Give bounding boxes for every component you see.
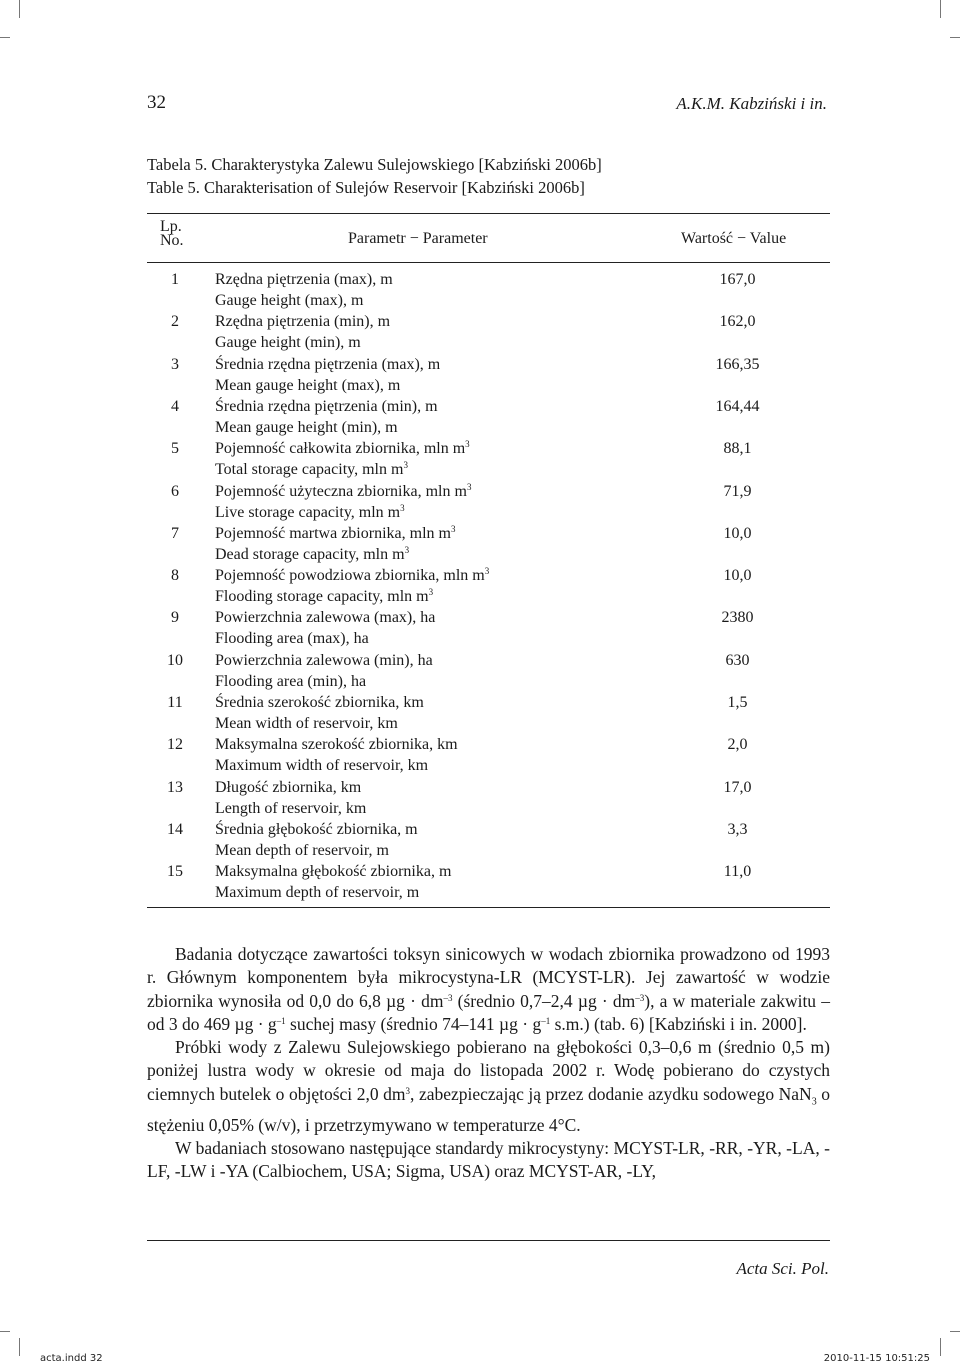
- table-bottom-rule: [147, 907, 830, 908]
- parameter-value: 3,3: [727, 820, 748, 838]
- parameter-value: 10,0: [723, 567, 752, 585]
- table-caption-en: Table 5. Charakterisation of Sulejów Reservoir [Kabziński 2006b]: [147, 178, 585, 197]
- parameter-en: Maximum width of reservoir, km: [215, 757, 429, 775]
- parameter-value: 11,0: [723, 863, 752, 881]
- table-caption-pl: Tabela 5. Charakterystyka Zalewu Sulejowskiego [Kabziński 2006b]: [147, 155, 602, 174]
- row-number: 12: [167, 736, 183, 754]
- parameter-value: 2,0: [727, 736, 748, 754]
- slug-filename: acta.indd 32: [40, 1353, 103, 1364]
- column-header-no-pl: Lp.: [160, 218, 182, 235]
- parameter-value: 167,0: [719, 271, 756, 288]
- parameter-en: Dead storage capacity, mln $m^3$: [215, 544, 410, 563]
- parameter-en: Mean width of reservoir, km: [215, 715, 398, 732]
- parameter-en: Live storage capacity, mln $m^3$: [215, 502, 405, 521]
- parameter-pl: Pojemność całkowita zbiornika, mln $m^3$: [215, 439, 470, 458]
- parameter-en: Gauge height (min), m: [215, 334, 361, 352]
- parameter-value: 164,44: [715, 397, 760, 415]
- parameter-value: 88,1: [723, 440, 752, 458]
- row-number: 1: [171, 271, 179, 288]
- row-number: 9: [171, 609, 179, 627]
- paragraph-toxins: Badania dotyczące zawartości toksyn sinicowych w wodach zbiornika prowadzono od 1993 r. Głównym komponentem była mikrocystyna-LR (MCYST-LR). Jej zawartość w wodzie zbiornika wynosiła od 0,0 do 6,8 $\mu g \cdot dm^{-3}$ (średnio 0,7–2,4 $\mu g \cdot dm^{-3}$), a w materiale zakwitu –od 3 do 469 $\mu g \cdot g^{-1}$ suchej masy (średnio 74–141 $\mu g \cdot g^{-1}$ s.m.) (tab. 6) [Kabziński i in. 2000].: [147, 944, 830, 1034]
- column-header-value: Wartość − Value: [681, 230, 787, 247]
- parameter-pl: Powierzchnia zalewowa (max), ha: [215, 609, 436, 627]
- parameter-pl: Pojemność martwa zbiornika, mln $m^3$: [215, 523, 456, 542]
- parameter-pl: Maksymalna głębokość zbiornika, m: [215, 863, 452, 881]
- parameter-en: Flooding area (max), ha: [215, 630, 369, 648]
- parameter-en: Flooding storage capacity, mln $m^3$: [215, 587, 434, 606]
- parameter-en: Gauge height (max), m: [215, 292, 364, 309]
- parameter-pl: Powierzchnia zalewowa (min), ha: [215, 651, 433, 669]
- running-header-authors: A.K.M. Kabziński i in.: [676, 94, 827, 113]
- crop-mark: [940, 1338, 941, 1356]
- slug-timestamp: 2010-11-15 10:51:25: [823, 1353, 930, 1364]
- footer-rule: [147, 1240, 830, 1241]
- row-number: 6: [171, 482, 179, 500]
- parameter-pl: Maksymalna szerokość zbiornika, km: [215, 736, 458, 754]
- parameter-en: Mean gauge height (min), m: [215, 418, 398, 436]
- row-number: 5: [171, 440, 179, 458]
- parameter-value: 71,9: [723, 482, 752, 500]
- parameter-en: Maximum depth of reservoir, m: [215, 884, 420, 902]
- crop-mark: [950, 1331, 960, 1332]
- crop-mark: [19, 1338, 20, 1356]
- crop-mark: [0, 37, 10, 38]
- journal-name: Acta Sci. Pol.: [736, 1259, 829, 1278]
- row-number: 14: [167, 820, 183, 838]
- parameter-value: 162,0: [719, 313, 756, 331]
- column-header-no-en: No.: [160, 232, 184, 249]
- parameter-value: 1,5: [727, 694, 748, 711]
- parameter-pl: Średnia rzędna piętrzenia (min), m: [215, 397, 438, 415]
- crop-mark: [950, 37, 960, 38]
- row-number: 15: [167, 863, 183, 881]
- parameter-value: 17,0: [723, 778, 752, 796]
- crop-mark: [940, 0, 941, 18]
- parameter-en: Flooding area (min), ha: [215, 672, 367, 690]
- column-header-parameter: Parametr − Parameter: [348, 230, 488, 247]
- row-number: 7: [171, 524, 179, 542]
- parameter-pl: Średnia głębokość zbiornika, m: [215, 820, 418, 838]
- parameter-pl: Średnia rzędna piętrzenia (max), m: [215, 355, 441, 373]
- parameter-pl: Rzędna piętrzenia (min), m: [215, 313, 391, 331]
- body-text: [147, 943, 830, 1183]
- crop-mark: [19, 0, 20, 18]
- row-number: 13: [167, 778, 183, 796]
- parameter-value: 2380: [721, 609, 754, 627]
- row-number: 10: [167, 651, 183, 669]
- parameter-value: 166,35: [715, 355, 760, 373]
- crop-mark: [0, 1331, 10, 1332]
- row-number: 8: [171, 567, 179, 585]
- row-number: 4: [171, 397, 179, 415]
- paragraph-sampling: Próbki wody z Zalewu Sulejowskiego pobierano na głębokości 0,3–0,6 m (średnio 0,5 m) poniżej lustra wody w okresie od maja do listopada 2002 r. Wodę pobierano do czystych ciemnych butelek o objętości 2,0 $dm^3$, zabezpieczając ją przez dodanie azydku sodowego NaN$_3$ o stężeniu 0,05% (w/v), i przetrzymywano w temperaturze 4°C.: [147, 1037, 830, 1135]
- parameter-en: Mean depth of reservoir, m: [215, 841, 389, 859]
- paragraph-standards: W badaniach stosowano następujące standardy mikrocystyny: MCYST-LR, -RR, -YR, -LA, -LF, -LW i -YA (Calbiochem, USA; Sigma, USA) oraz MCYST-AR, -LY,: [147, 1137, 830, 1182]
- parameter-pl: Pojemność użyteczna zbiornika, mln $m^3$: [215, 481, 472, 500]
- parameter-pl: Pojemność powodziowa zbiornika, mln $m^3$: [215, 566, 490, 585]
- parameter-pl: Rzędna piętrzenia (max), m: [215, 271, 393, 288]
- parameter-en: Length of reservoir, km: [215, 799, 367, 817]
- row-number: 2: [171, 313, 179, 331]
- parameter-value: 630: [725, 651, 750, 669]
- table-header-rule: [147, 262, 830, 263]
- page-number: 32: [147, 92, 166, 113]
- parameter-pl: Długość zbiornika, km: [215, 778, 362, 796]
- table-top-rule: [147, 213, 830, 214]
- parameter-pl: Średnia szerokość zbiornika, km: [215, 694, 424, 711]
- parameter-en: Mean gauge height (max), m: [215, 376, 401, 394]
- parameter-en: Total storage capacity, mln $m^3$: [215, 460, 408, 479]
- row-number: 3: [171, 355, 179, 373]
- row-number: 11: [167, 694, 183, 711]
- parameter-value: 10,0: [723, 524, 752, 542]
